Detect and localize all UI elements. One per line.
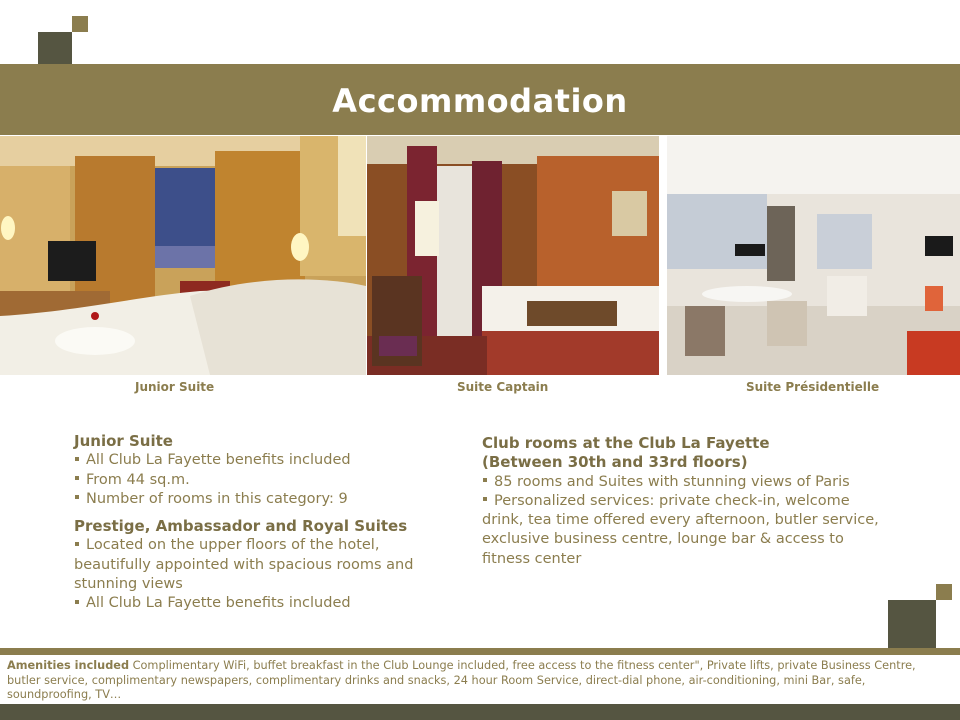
heading-club-rooms: Club rooms at the Club La Fayette: [482, 434, 770, 452]
title-banner: [0, 64, 960, 135]
heading-club-floors: (Between 30th and 33rd floors): [482, 453, 748, 472]
photo-junior-suite: [0, 136, 366, 375]
bullet-icon: [75, 476, 79, 480]
bottom-bar: [0, 704, 960, 720]
page-title: Accommodation: [332, 82, 628, 120]
list-item: Located on the upper floors of the hotel, beautifully appointed with spacious rooms and stunning views: [74, 537, 414, 593]
decor-square-small: [936, 584, 952, 600]
bullet-icon: [75, 542, 79, 546]
bullet-icon: [75, 457, 79, 461]
photo-suite-presidentielle: [667, 136, 960, 375]
caption-suite-presidentielle: Suite Présidentielle: [746, 380, 880, 394]
list-item: All Club La Fayette benefits included: [74, 451, 459, 470]
bullet-icon: [483, 478, 487, 482]
caption-junior-suite: Junior Suite: [135, 380, 215, 394]
bullet-icon: [483, 497, 487, 501]
amenities-text: Complimentary WiFi, buffet breakfast in the Club Lounge included, free access to the fitness center", Private lifts, private Business Centre, butler service, complimentary newspapers, complimentary drinks and snacks, 24 hour Room Service, direct-dial phone, air-conditioning, mini Bar, safe, soundproofing, TV…: [7, 659, 916, 702]
bullet-icon: [75, 600, 79, 604]
left-column: [74, 432, 459, 614]
list-item: 85 rooms and Suites with stunning views of Paris: [482, 473, 892, 492]
list-item: Number of rooms in this category: 9: [74, 490, 459, 509]
right-column: [482, 434, 892, 569]
list-item: From 44 sq.m.: [74, 471, 459, 490]
amenities-label: Amenities included: [7, 659, 130, 672]
amenities-footer: [7, 659, 947, 703]
list-item: Personalized services: private check-in, welcome drink, tea time offered every afternoon, butler service, exclusive business centre, lounge bar & access to fitness center: [482, 492, 879, 567]
heading-junior-suite: Junior Suite: [74, 432, 173, 450]
decor-square-small: [72, 16, 88, 32]
photo-suite-captain: [367, 136, 659, 375]
footer-divider: [0, 648, 960, 655]
decor-square-large: [888, 600, 936, 648]
hotel-room-photo-icon: [367, 136, 659, 375]
list-item: All Club La Fayette benefits included: [74, 594, 459, 613]
hotel-room-photo-icon: [0, 136, 366, 375]
heading-prestige-suites: Prestige, Ambassador and Royal Suites: [74, 517, 408, 536]
caption-suite-captain: Suite Captain: [457, 380, 549, 394]
decor-square-large: [38, 32, 72, 66]
bullet-icon: [75, 495, 79, 499]
hotel-room-photo-icon: [667, 136, 960, 375]
